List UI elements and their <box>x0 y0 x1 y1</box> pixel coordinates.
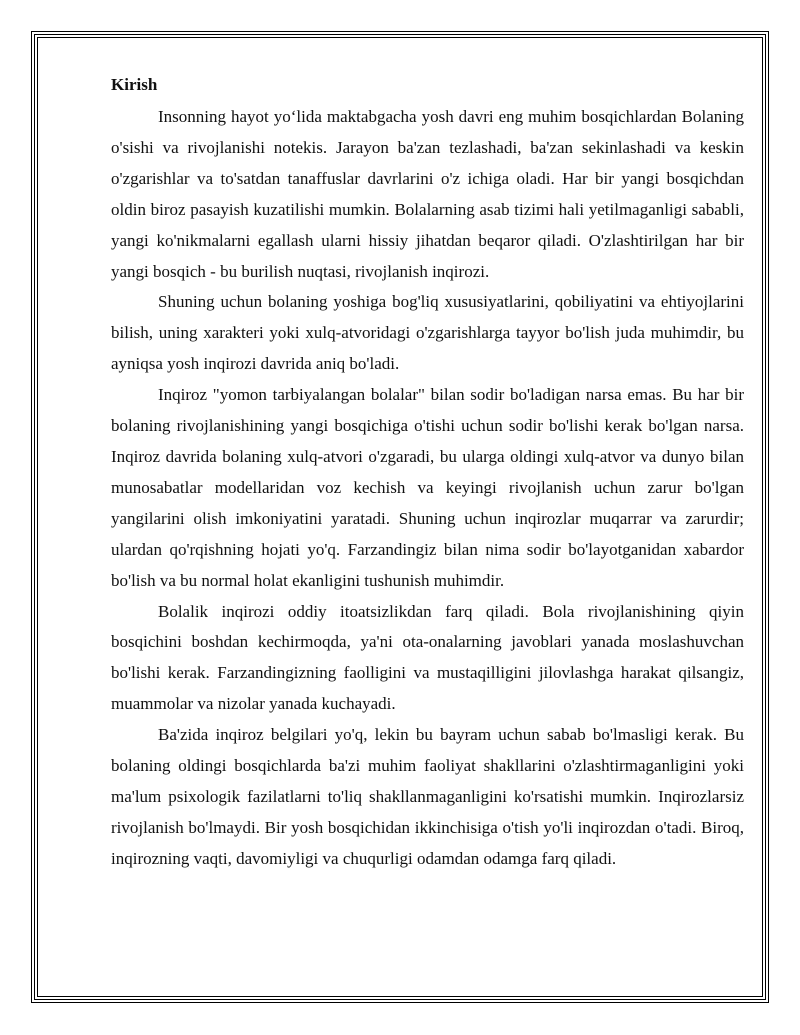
paragraph-5: Ba'zida inqiroz belgilari yo'q, lekin bu bayram uchun sabab bo'lmasligi kerak. Bu bolaning oldingi bosqichlarda ba'zi muhim faoliyat shakllarini o'zlashtirmaganligini yoki ma'lum psixologik fazilatlarni to'liq shakllanmaganligini ko'rsatishi mumkin. Inqirozlarsiz rivojlanish bo'lmaydi. Bir yosh bosqichidan ikkinchisiga o'tish yo'li inqirozdan o'tadi. Biroq, inqirozning vaqti, davomiyligi va chuqurligi odamdan odamga farq qiladi. <box>111 725 744 868</box>
paragraph-4: Bolalik inqirozi oddiy itoatsizlikdan farq qiladi. Bola rivojlanishining qiyin bosqichini boshdan kechirmoqda, ya'ni ota-onalarning javoblari yanada moslashuvchan bo'lishi kerak. Farzandingizning faolligini va mustaqilligini jilovlashga harakat qilsangiz, muammolar va nizolar yanada kuchayadi. <box>111 601 744 714</box>
document-body <box>111 70 744 875</box>
paragraph-3: Inqiroz "yomon tarbiyalangan bolalar" bilan sodir bo'ladigan narsa emas. Bu har bir bolaning rivojlanishining yangi bosqichiga o'tishi uchun sodir bo'lishi kerak bo'lgan narsa. Inqiroz davrida bolaning xulq-atvori o'zgaradi, bu ularga oldingi xulq-atvor va dunyo bilan munosabatlar modellaridan voz kechish va keyingi rivojlanish uchun zarur bo'lgan yangilarini olish imkoniyatini yaratadi. Shuning uchun inqirozlar muqarrar va zarurdir; ulardan qo'rqishning hojati yo'q. Farzandingiz bilan nima sodir bo'layotganidan xabardor bo'lish va bu normal holat ekanligini tushunish muhimdir. <box>111 385 744 590</box>
paragraph-1: Insonning hayot yo‘lida maktabgacha yosh davri eng muhim bosqichlardan Bolaning o'sishi va rivojlanishi notekis. Jarayon ba'zan tezlashadi, ba'zan sekinlashadi va keskin o'zgarishlar va to'satdan tanaffuslar davrlarini o'z ichiga oladi. Har bir yangi bosqichdan oldin biroz pasayish kuzatilishi mumkin. Bolalarning asab tizimi hali yetilmaganligi sababli, yangi ko'nikmalarni egallash ularni hissiy jihatdan beqaror qiladi. O'zlashtirilgan har bir yangi bosqich - bu burilish nuqtasi, rivojlanish inqirozi. <box>111 107 744 281</box>
section-heading: Kirish <box>111 75 158 94</box>
paragraph-2: Shuning uchun bolaning yoshiga bog'liq xususiyatlarini, qobiliyatini va ehtiyojlarini bilish, uning xarakteri yoki xulq-atvoridagi o'zgarishlarga tayyor bo'lish juda muhimdir, bu ayniqsa yosh inqirozi davrida aniq bo'ladi. <box>111 292 744 374</box>
